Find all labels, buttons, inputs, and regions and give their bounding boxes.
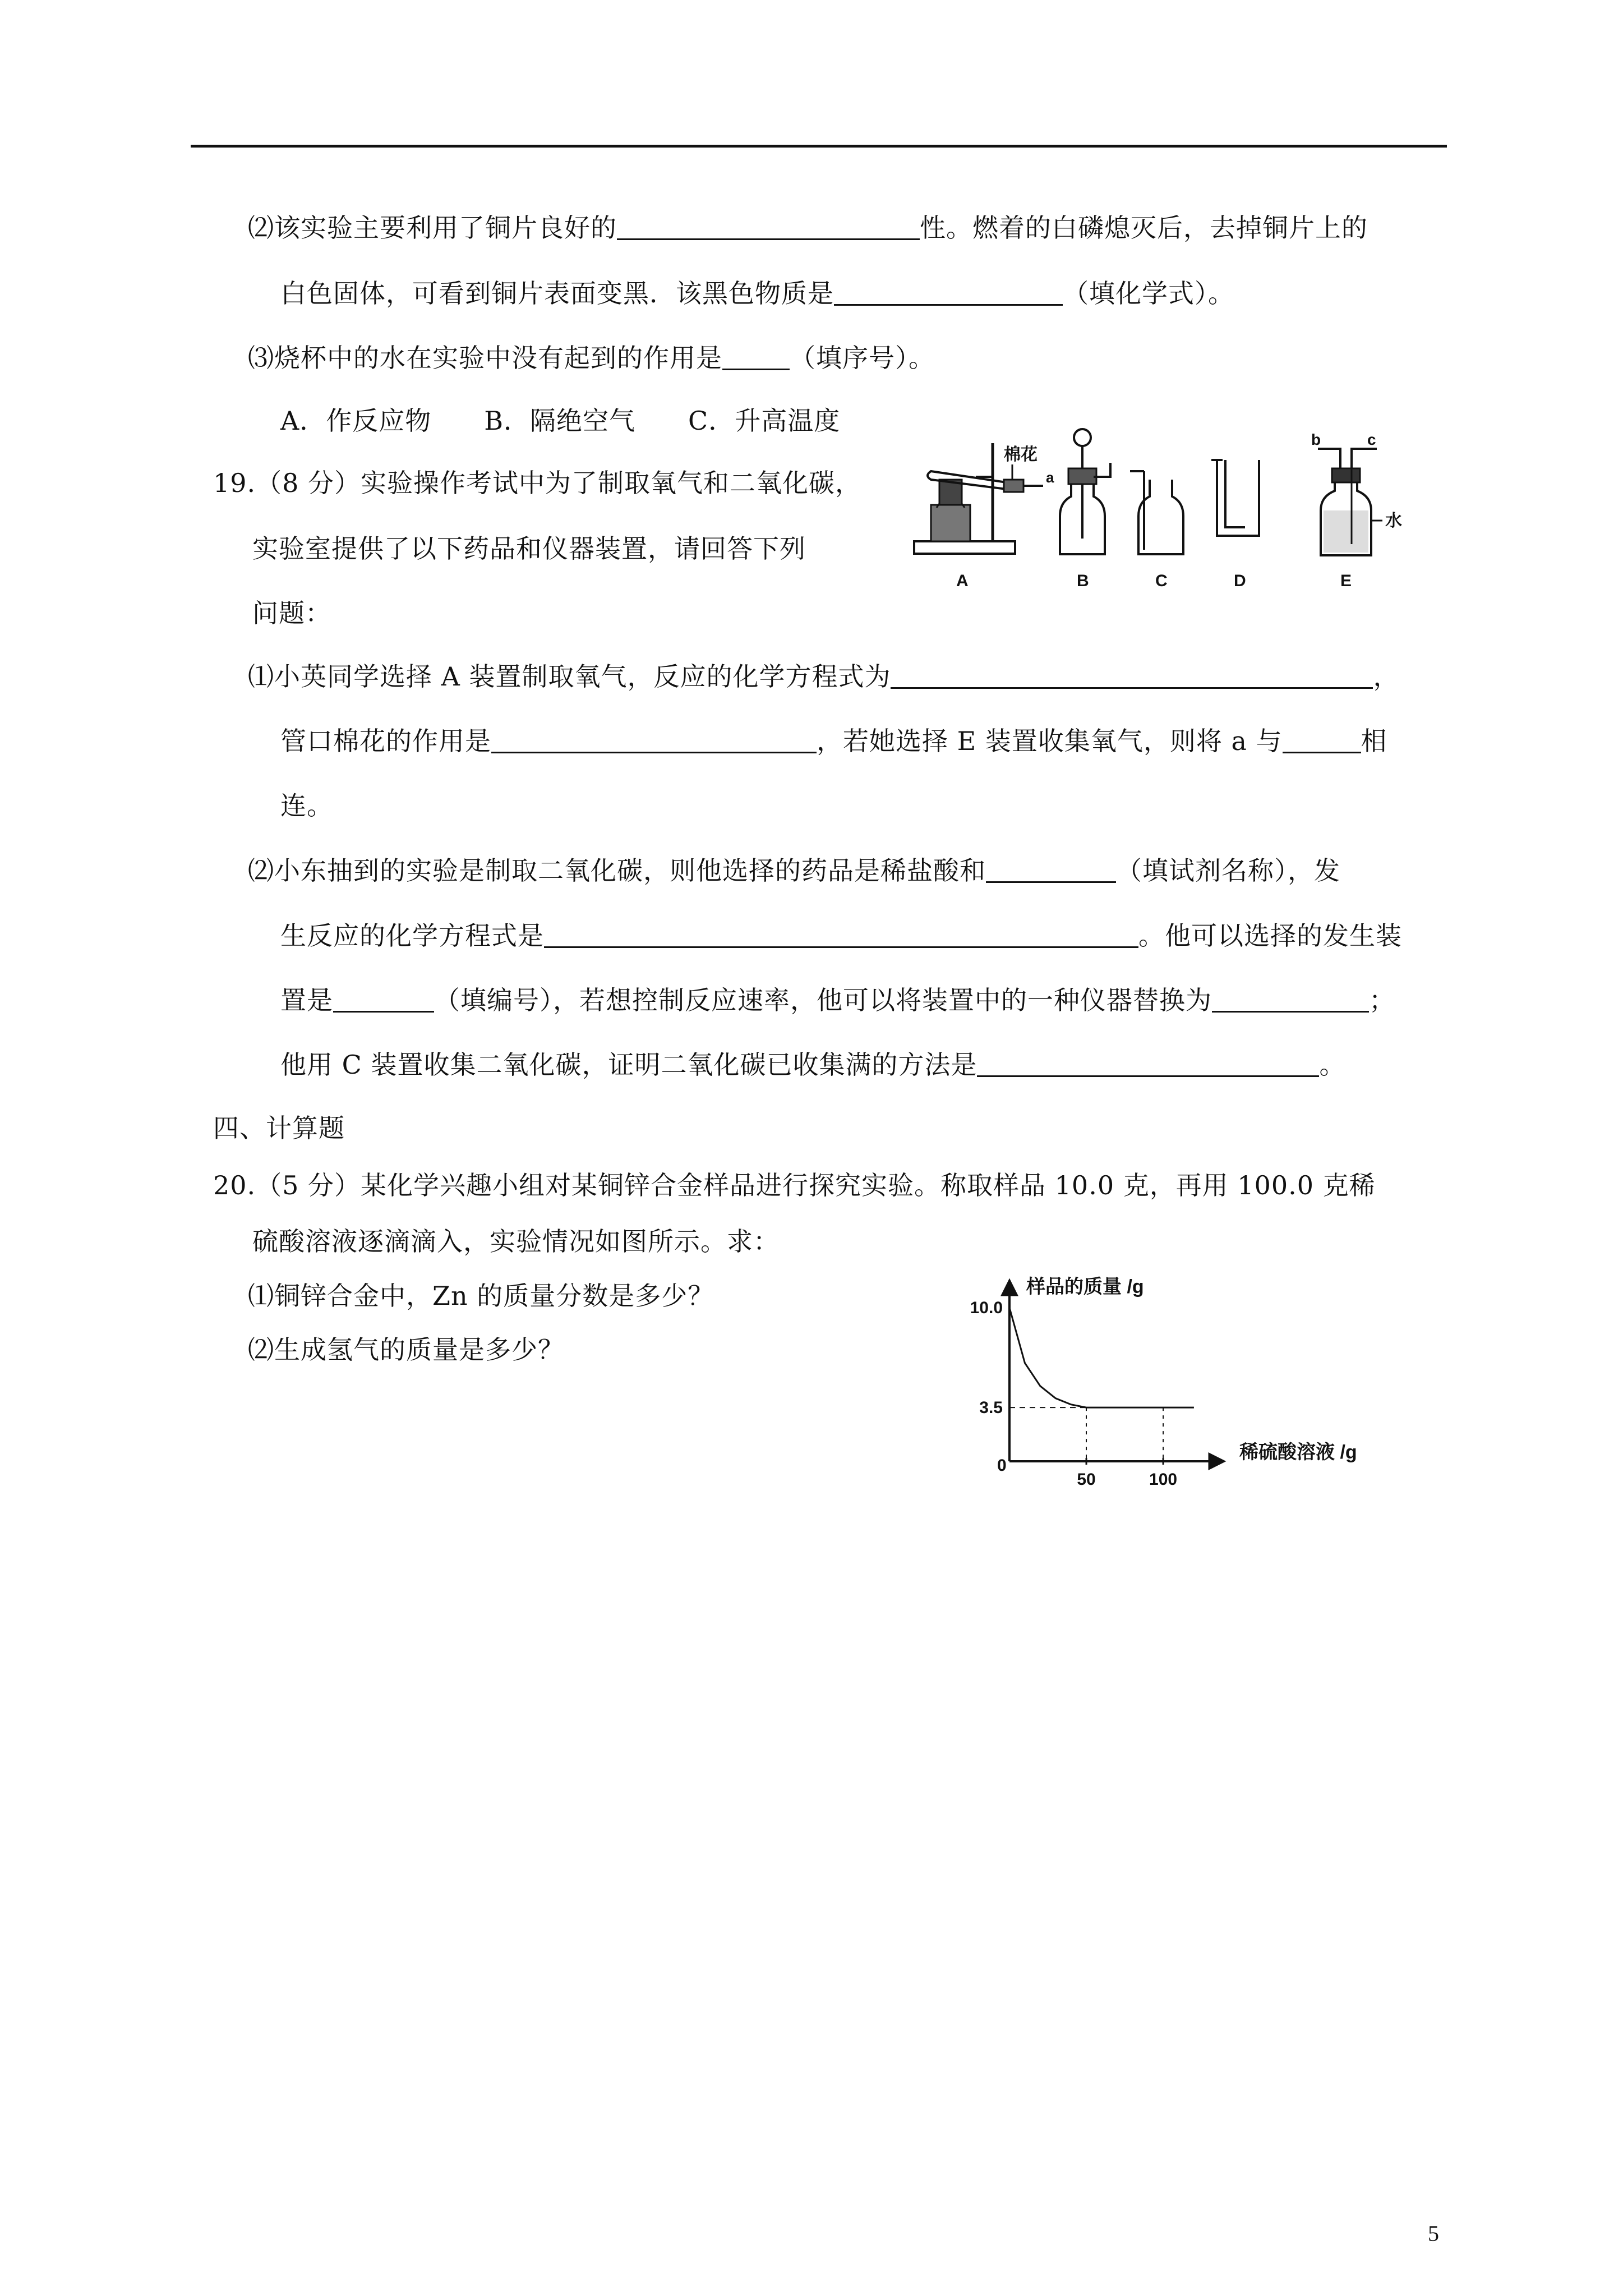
q18-part2-line2: 白色固体，可看到铜片表面变黑．该黑色物质是 （填化学式）。: [280, 278, 1234, 309]
section4-title: 四、计算题: [213, 1113, 345, 1143]
apparatus-label: D: [1234, 572, 1246, 590]
y-tick-label: 3.5: [979, 1398, 1003, 1418]
answer-blank[interactable]: [544, 924, 1138, 948]
q20-stem-2: 硫酸溶液逐滴滴入，实验情况如图所示。求：: [252, 1226, 780, 1257]
header-rule: [191, 145, 1447, 148]
answer-blank[interactable]: [977, 1053, 1319, 1077]
x-tick-label: 50: [1077, 1470, 1096, 1489]
apparatus-figure: [909, 426, 1413, 595]
q20-stem-1: 20.（5 分）某化学兴趣小组对某铜锌合金样品进行探究实验。称取样品 10.0 克，再用 100.0 克稀: [213, 1170, 1376, 1200]
answer-blank[interactable]: [333, 988, 434, 1013]
label-cotton: 棉花: [1004, 445, 1038, 464]
apparatus-b: [1060, 429, 1110, 554]
q18-part3-line: ⑶烧杯中的水在实验中没有起到的作用是 （填序号）。: [248, 343, 935, 373]
label-c: c: [1367, 431, 1376, 448]
y-tick-label: 10.0: [970, 1299, 1003, 1318]
q19-part2-line2: 生反应的化学方程式是 。他可以选择的发生装: [280, 921, 1402, 951]
label-water: 水: [1385, 512, 1402, 530]
apparatus-c: [1130, 471, 1183, 554]
y-axis-label: 样品的质量 /g: [1026, 1276, 1144, 1297]
q19-part2-line3: 置是 （填编号），若想控制反应速率，他可以将装置中的一种仪器替换为 ；: [280, 985, 1395, 1015]
q19-stem-3: 问题：: [252, 598, 331, 628]
answer-blank[interactable]: [891, 665, 1373, 689]
answer-blank[interactable]: [1212, 988, 1369, 1013]
x-tick-label: 100: [1149, 1470, 1178, 1489]
apparatus-label: B: [1077, 572, 1089, 590]
answer-blank[interactable]: [986, 859, 1116, 883]
apparatus-label: E: [1340, 572, 1352, 590]
apparatus-a: [914, 443, 1054, 554]
series-line: [1009, 1308, 1194, 1407]
q20-part1: ⑴铜锌合金中，Zn 的质量分数是多少？: [248, 1281, 714, 1311]
apparatus-d: [1211, 460, 1259, 536]
label-b: b: [1311, 431, 1321, 448]
q18-options: A．作反应物 B．隔绝空气 C．升高温度: [280, 406, 841, 436]
answer-blank[interactable]: [617, 216, 920, 240]
q19-part2-line4: 他用 C 装置收集二氧化碳，证明二氧化碳已收集满的方法是 。: [280, 1050, 1346, 1080]
apparatus-label: A: [956, 572, 969, 590]
q19-part1-line2: 管口棉花的作用是 ，若她选择 E 装置收集氧气，则将 a 与 相: [280, 726, 1387, 756]
apparatus-label: C: [1155, 572, 1168, 590]
answer-blank[interactable]: [1283, 729, 1361, 753]
label-a: a: [1046, 469, 1054, 486]
q19-stem-2: 实验室提供了以下药品和仪器装置，请回答下列: [252, 533, 806, 564]
q19-part1-line3: 连。: [280, 790, 333, 821]
origin-label: 0: [997, 1456, 1007, 1475]
answer-blank[interactable]: [722, 346, 790, 370]
answer-blank[interactable]: [834, 282, 1063, 306]
q19-part1-line1: ⑴小英同学选择 A 装置制取氧气，反应的化学方程式为 ，: [248, 661, 1400, 692]
answer-blank[interactable]: [491, 729, 817, 753]
q19-part2-line1: ⑵小东抽到的实验是制取二氧化碳，则他选择的药品是稀盐酸和 （填试剂名称），发: [248, 855, 1340, 886]
apparatus-e: [1311, 431, 1402, 555]
q18-part2-line1: ⑵该实验主要利用了铜片良好的 性。燃着的白磷熄灭后，去掉铜片上的: [248, 213, 1368, 243]
x-axis-label: 稀硫酸溶液 /g: [1239, 1442, 1357, 1463]
q19-stem-1: 19.（8 分）实验操作考试中为了制取氧气和二氧化碳，: [213, 468, 862, 498]
page-number: 5: [1428, 2221, 1439, 2246]
mass-chart: [953, 1268, 1413, 1503]
q20-part2: ⑵生成氢气的质量是多少？: [248, 1335, 564, 1365]
